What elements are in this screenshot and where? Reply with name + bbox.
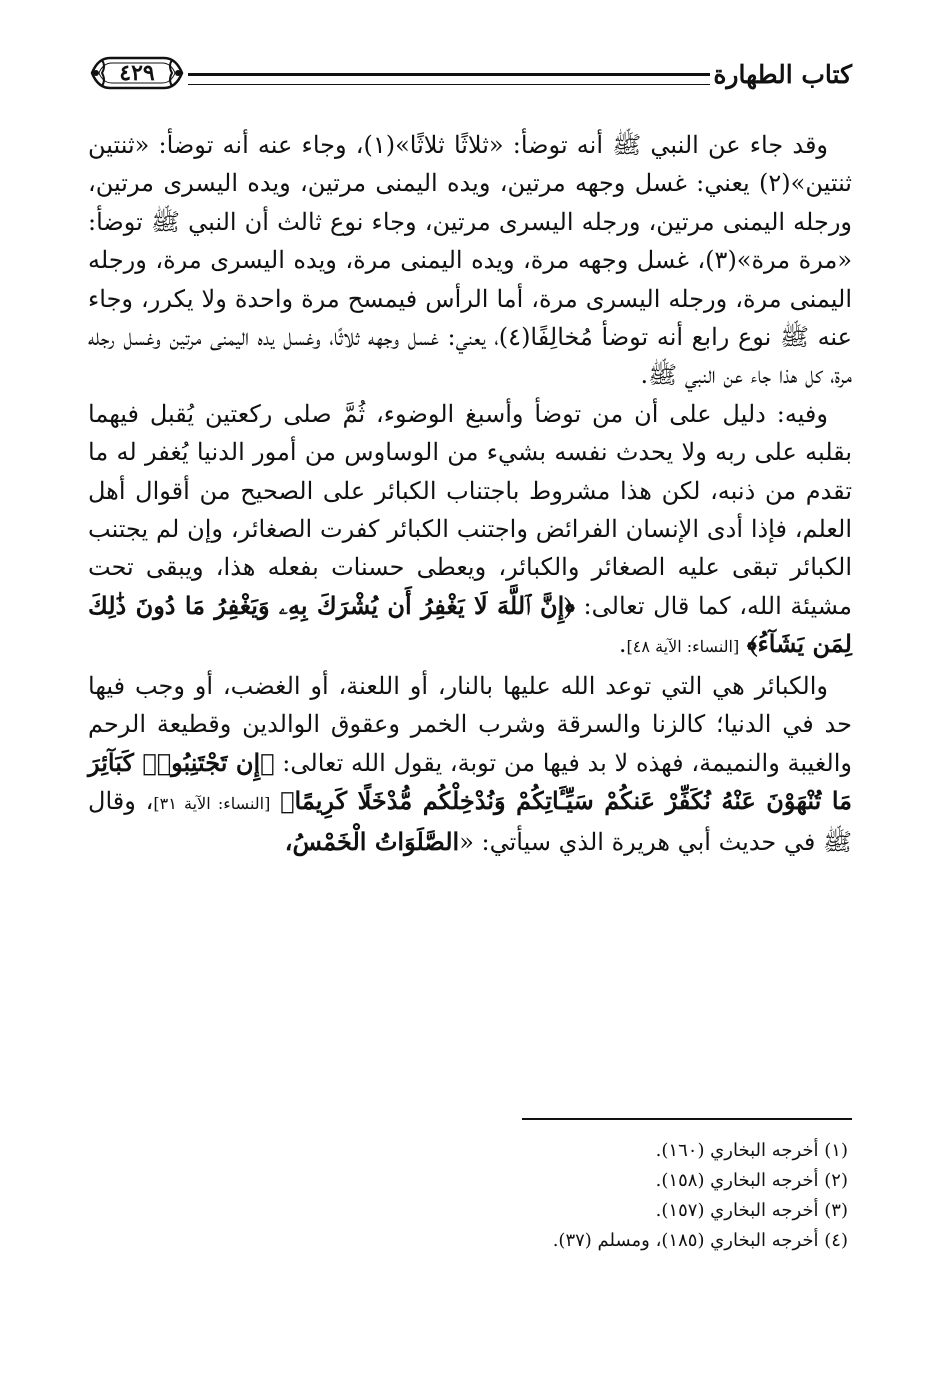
footnotes — [88, 1136, 848, 1256]
page-header — [88, 52, 852, 102]
header-rule — [188, 73, 710, 85]
footnote-4: (٤) أخرجه البخاري (١٨٥)، ومسلم (٣٧). — [552, 1230, 848, 1251]
paragraph-1: وقد جاء عن النبي ﷺ أنه توضأ: «ثلاثًا ثلاثًا»(١)، وجاء عنه أنه توضأ: «ثنتين ثنتين»(٢) يعني: غسل وجهه مرتين، ويده اليمنى مرتين، ويده اليسرى مرتين، ورجله اليمنى مرتين، ورجله اليسرى مرتين، وجاء نوع ثالث أن النبي ﷺ توضأ: «مرة مرة»(٣)، غسل وجهه مرة، ويده اليمنى مرة، ويده اليسرى مرة، ورجله اليمنى مرة، ورجله اليسرى مرة، أما الرأس فيمسح مرة واحدة ولا يكرر، وجاء عنه ﷺ نوع رابع أنه توضأ مُخالِفًا(٤)، يعني: غسل وجهه ثلاثًا، وغسل يده اليمنى مرتين وغسل رجله مرة، كل هذا جاء عن النبي ﷺ. — [88, 131, 853, 390]
paragraph-3-text: والكبائر هي التي توعد الله عليها بالنار، أو اللعنة، أو الغضب، أو وجب فيها حد في الدنيا؛ كالزنا والسرقة وشرب الخمر وعقوق الوالدين وقطيعة الرحم والغيبة والنميمة، فهذه لا بد فيها من توبة، يقول الله تعالى: — [88, 671, 852, 777]
paragraph-2-end: . — [618, 630, 627, 659]
paragraph-3 — [88, 667, 852, 862]
verse-reference: [النساء: الآية ٣١] — [153, 793, 271, 813]
footnote-2: (٢) أخرجه البخاري (١٥٨). — [655, 1170, 848, 1191]
footnote-3: (٣) أخرجه البخاري (١٥٧). — [655, 1200, 848, 1221]
quran-verse: ﴿إِن تَجْتَنِبُوا۟ كَبَآئِرَ مَا تُنْهَوْنَ عَنْهُ نُكَفِّرْ عَنكُمْ سَيِّـَٔاتِكُمْ وَنُدْخِلْكُم مُّدْخَلًا كَرِيمًا﴾ — [88, 747, 852, 815]
page-number: ٤٢٩ — [119, 60, 155, 86]
footnote-1: (١) أخرجه البخاري (١٦٠). — [655, 1140, 848, 1161]
verse-reference: [النساء: الآية ٤٨] — [626, 637, 740, 657]
paragraph-2-text: وفيه: دليل على أن من توضأ وأسبغ الوضوء، ثُمَّ صلى ركعتين يُقبل فيهما بقلبه على ربه ولا يحدث نفسه بشيء من الوساوس من أمور الدنيا يُغفر له ما تقدم من ذنبه، لكن هذا مشروط باجتناب الكبائر على الصحيح من أقوال أهل العلم، فإذا أدى الإنسان الفرائض واجتنب الكبائر كفرت الصغائر، وإن لم يجتنب الكبائر تبقى عليه الصغائر والكبائر، ويعطى حسنات بفعله هذا، ويبقى تحت مشيئة الله، كما قال تعالى: — [88, 399, 852, 620]
main-text — [88, 126, 852, 862]
quran-verse: ﴿إِنَّ ٱللَّهَ لَا يَغْفِرُ أَن يُشْرَكَ بِهِۦ وَيَغْفِرُ مَا دُونَ ذَٰلِكَ لِمَن يَشَآءُ﴾ — [88, 590, 852, 659]
page-number-badge — [88, 54, 186, 92]
book-title: كتاب الطهارة — [713, 60, 852, 89]
paragraph-3-mid: ، وقال ﷺ في حديث أبي هريرة الذي سيأتي: « — [88, 786, 852, 857]
hadith-quote: الصَّلَوَاتُ الْخَمْسُ، — [284, 827, 460, 857]
paragraph-2 — [88, 395, 852, 667]
footnote-divider — [522, 1118, 852, 1120]
